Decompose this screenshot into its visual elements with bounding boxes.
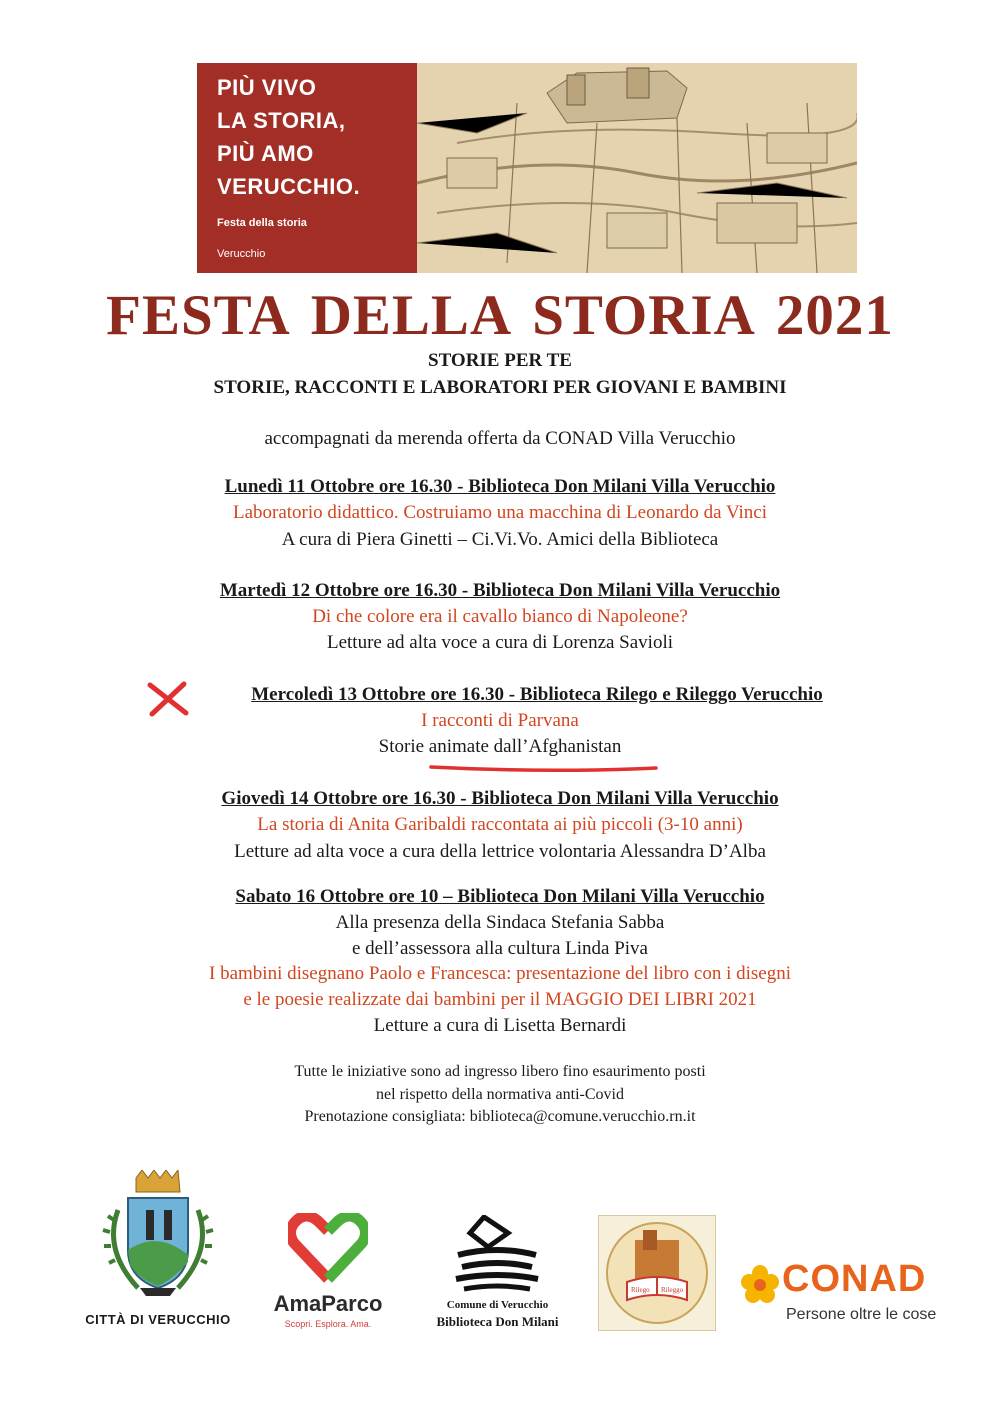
banner-line-4: VERUCCHIO. (217, 174, 361, 199)
coat-of-arms-icon (78, 1170, 238, 1300)
flower-icon (740, 1264, 780, 1304)
event-title-2: e le poesie realizzate dai bambini per il MAGGIO DEI LIBRI 2021 (243, 989, 757, 1010)
conad-logo (740, 1258, 955, 1332)
book-stack-icon (452, 1215, 542, 1293)
event-heading: Sabato 16 Ottobre ore 10 – Biblioteca Don Milani Villa Verucchio (235, 886, 765, 907)
banner-line-3: PIÙ AMO (217, 141, 314, 166)
banner-line-1: PIÙ VIVO (217, 75, 317, 100)
event-heading: Martedì 12 Ottobre ore 16.30 - Biblioteca Don Milani Villa Verucchio (219, 580, 781, 601)
heart-icon (288, 1213, 368, 1283)
biblioteca-caption-2: Biblioteca Don Milani (436, 1314, 559, 1329)
subtitle-2: STORIE, RACCONTI E LABORATORI PER GIOVANI E BAMBINI (213, 377, 787, 398)
citta-di-verucchio-logo (78, 1170, 238, 1330)
intro-text: accompagnati da merenda offerta da CONAD Villa Verucchio (264, 428, 736, 449)
biblioteca-caption-1: Comune di Verucchio (446, 1299, 549, 1311)
amaparco-logo (262, 1213, 394, 1333)
event-detail: Letture a cura di Lisetta Bernardi (373, 1015, 627, 1036)
event-detail: Letture ad alta voce a cura della lettrice volontaria Alessandra D’Alba (234, 841, 766, 862)
historic-map-image (417, 63, 857, 273)
event-title: I racconti di Parvana (421, 710, 579, 731)
event-heading: Mercoledì 13 Ottobre ore 16.30 - Biblioteca Rilego e Rileggo Verucchio (251, 684, 823, 705)
rilego-rileggo-logo (598, 1215, 716, 1331)
event-title: La storia di Anita Garibaldi raccontata ai più piccoli (3-10 anni) (257, 814, 743, 835)
event-line-2: e dell’assessora alla cultura Linda Piva (352, 938, 648, 959)
banner-tagline: Festa della storia (217, 217, 307, 229)
event-detail: Storie animate dall’Afghanistan (378, 736, 622, 757)
amaparco-tagline: Scopri. Esplora. Ama. (284, 1319, 372, 1329)
event-title-1: I bambini disegnano Paolo e Francesca: presentazione del libro con i disegni (209, 963, 791, 984)
page-title: FESTA DELLA STORIA 2021 (106, 284, 894, 347)
citta-caption: CITTÀ DI VERUCCHIO (85, 1312, 231, 1327)
event-detail: A cura di Piera Ginetti – Ci.Vi.Vo. Amici della Biblioteca (281, 529, 719, 550)
event-heading: Lunedì 11 Ottobre ore 16.30 - Biblioteca Don Milani Villa Verucchio (224, 476, 776, 497)
conad-wordmark: CONAD (782, 1258, 927, 1300)
subtitle-1: STORIE PER TE (428, 350, 572, 371)
note-line-2: nel rispetto della normativa anti-Covid (376, 1086, 624, 1103)
amaparco-caption: AmaParco (273, 1291, 383, 1316)
conad-tagline: Persone oltre le cose (786, 1306, 937, 1323)
rilego-label: Rilego (631, 1286, 650, 1294)
banner-place: Verucchio (217, 248, 266, 260)
banner-line-2: LA STORIA, (217, 108, 346, 133)
event-detail: Letture ad alta voce a cura di Lorenza Savioli (326, 632, 674, 653)
biblioteca-don-milani-logo (430, 1215, 565, 1330)
note-line-1: Tutte le iniziative sono ad ingresso libero fino esaurimento posti (294, 1063, 706, 1080)
rilego-badge-icon (599, 1216, 715, 1330)
red-underline-mark (428, 762, 660, 774)
header-banner (197, 63, 857, 273)
note-line-3: Prenotazione consigliata: biblioteca@comune.verucchio.rn.it (304, 1108, 696, 1125)
event-title: Di che colore era il cavallo bianco di Napoleone? (312, 606, 688, 627)
rileggo-label: Rileggo (661, 1286, 684, 1294)
event-heading: Giovedì 14 Ottobre ore 16.30 - Biblioteca Don Milani Villa Verucchio (221, 788, 779, 809)
event-title: Laboratorio didattico. Costruiamo una macchina di Leonardo da Vinci (232, 502, 768, 523)
banner-red-panel (197, 63, 417, 273)
event-line-1: Alla presenza della Sindaca Stefania Sabba (335, 912, 665, 933)
